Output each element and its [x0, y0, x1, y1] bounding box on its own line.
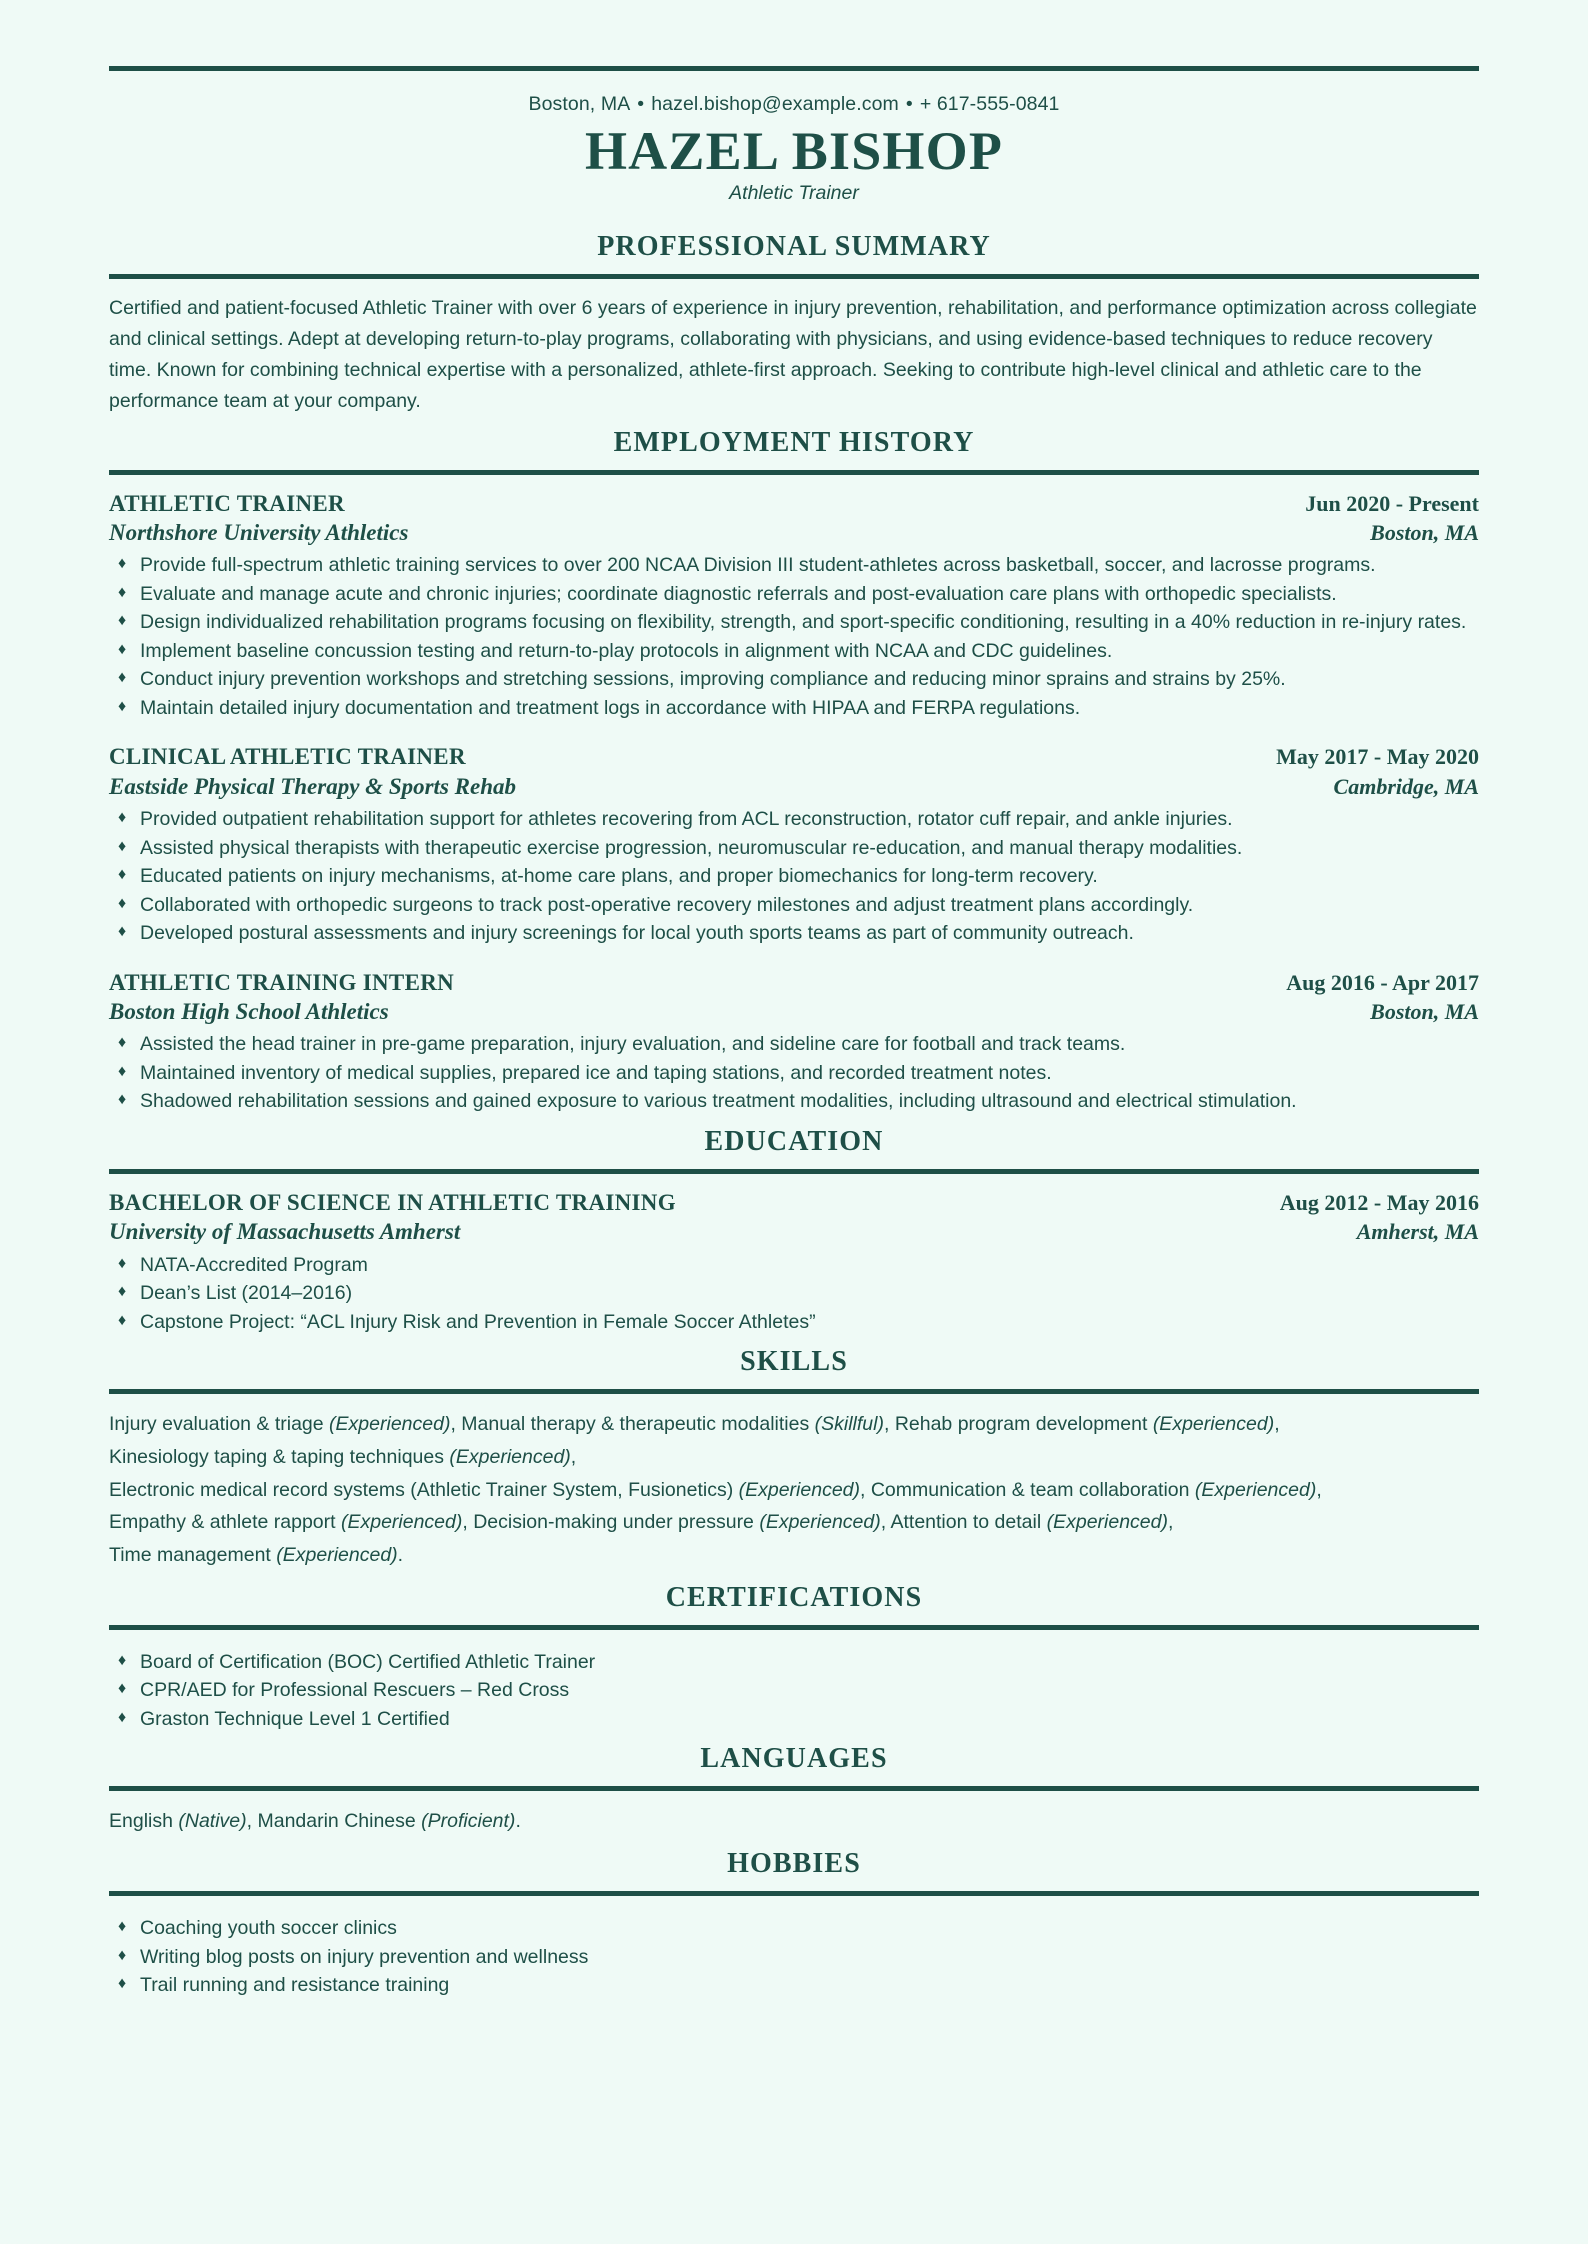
diamond-bullet-icon: ♦ — [118, 669, 127, 687]
section-body-education — [109, 1174, 1479, 1336]
diamond-bullet-icon: ♦ — [118, 1708, 127, 1726]
skill-level: (Experienced) — [738, 1478, 860, 1501]
language-level: (Proficient) — [421, 1810, 516, 1833]
education-entry-org-row — [109, 1217, 1479, 1246]
candidate-name: HAZEL BISHOP — [584, 121, 1004, 181]
job-entry-bullet-text: Provide full-spectrum athletic training services to over 200 NCAA Division III student-athletes across basketball, soccer, and lacrosse programs. — [140, 554, 1376, 577]
section-title-hobbies: HOBBIES — [727, 1848, 861, 1880]
hobby-item — [109, 1972, 1479, 1999]
section-title-languages: LANGUAGES — [700, 1743, 888, 1775]
section-body-hobbies — [109, 1896, 1479, 1999]
contact-email[interactable]: hazel.bishop@example.com — [651, 93, 899, 115]
job-entry-date: Aug 2016 - Apr 2017 — [1286, 969, 1479, 995]
skill-level: (Experienced) — [340, 1511, 463, 1534]
job-entry-bullet-text: Conduct injury prevention workshops and stretching sessions, improving compliance and reducing minor sprains and strains by 25%. — [140, 668, 1286, 691]
job-entry-organization: Boston High School Athletics — [109, 999, 389, 1025]
job-entry-date: Jun 2020 - Present — [1305, 490, 1479, 516]
job-entry-bullet-item — [109, 806, 1479, 833]
education-entry-date: Aug 2012 - May 2016 — [1279, 1189, 1479, 1215]
diamond-bullet-icon: ♦ — [118, 583, 127, 601]
job-entry-bullet-item — [109, 1060, 1479, 1087]
education-entry-title: BACHELOR OF SCIENCE IN ATHLETIC TRAINING — [109, 1189, 676, 1215]
diamond-bullet-icon: ♦ — [118, 1975, 127, 1993]
section-body-languages — [109, 1791, 1479, 1838]
diamond-bullet-icon: ♦ — [118, 1283, 127, 1301]
job-entry-title: ATHLETIC TRAINER — [109, 490, 345, 516]
job-entry-title-row — [109, 968, 1479, 997]
section-body-summary — [109, 279, 1479, 416]
job-entry-bullet-text: Maintain detailed injury documentation and treatment logs in accordance with HIPAA and FERPA regulations. — [140, 696, 1081, 719]
skill-name: , — [570, 1445, 577, 1468]
education-entry-organization: University of Massachusetts Amherst — [109, 1219, 461, 1245]
job-entry-organization: Eastside Physical Therapy & Sports Rehab — [109, 773, 516, 799]
diamond-bullet-icon: ♦ — [118, 1091, 127, 1109]
job-entry — [109, 968, 1479, 1116]
candidate-role: Athletic Trainer — [729, 182, 859, 205]
section-body-employment — [109, 475, 1479, 1116]
diamond-bullet-icon: ♦ — [118, 1062, 127, 1080]
education-entry-bullet-text: NATA-Accredited Program — [140, 1253, 368, 1276]
job-entry-org-row — [109, 518, 1479, 547]
job-entry-bullet-text: Provided outpatient rehabilitation support for athletes recovering from ACL reconstruction, rotator cuff repair, and ankle injuries. — [140, 808, 1233, 831]
skill-name: , Decision-making under pressure — [462, 1511, 760, 1534]
job-entry-organization: Northshore University Athletics — [109, 519, 409, 545]
job-entry-title-row — [109, 489, 1479, 518]
hobby-text: Writing blog posts on injury prevention and wellness — [140, 1945, 589, 1968]
skill-name: Kinesiology taping & taping techniques — [109, 1445, 450, 1468]
diamond-bullet-icon: ♦ — [118, 837, 127, 855]
section-professional-summary — [109, 231, 1479, 416]
job-entry-bullet-text: Assisted physical therapists with therapeutic exercise progression, neuromuscular re-education, and manual therapy modalities. — [140, 836, 1243, 859]
diamond-bullet-icon: ♦ — [118, 555, 127, 573]
section-body-certifications — [109, 1630, 1479, 1733]
contact-phone[interactable]: + 617-555-0841 — [919, 93, 1060, 115]
language-name: , Mandarin Chinese — [246, 1810, 422, 1833]
certification-item — [109, 1706, 1479, 1733]
skill-level: (Experienced) — [329, 1413, 451, 1436]
section-title-certifications: CERTIFICATIONS — [665, 1581, 923, 1613]
section-skills — [109, 1346, 1479, 1572]
diamond-bullet-icon: ♦ — [118, 923, 127, 941]
diamond-bullet-icon: ♦ — [118, 1651, 127, 1669]
section-title-summary: PROFESSIONAL SUMMARY — [597, 231, 991, 263]
job-entry-org-row — [109, 772, 1479, 801]
hobby-text: Coaching youth soccer clinics — [140, 1917, 397, 1940]
job-entry — [109, 742, 1479, 947]
contact-location: Boston, MA — [528, 93, 631, 115]
skill-name: , Communication & team collaboration — [860, 1478, 1195, 1501]
certification-item — [109, 1677, 1479, 1704]
diamond-bullet-icon: ♦ — [118, 866, 127, 884]
job-entry-bullet-item — [109, 1031, 1479, 1058]
certification-list — [109, 1649, 1479, 1733]
certification-item — [109, 1649, 1479, 1676]
diamond-bullet-icon: ♦ — [118, 1918, 127, 1936]
header-top-rule — [109, 66, 1479, 71]
diamond-bullet-icon: ♦ — [118, 809, 127, 827]
education-entry-bullet-text: Capstone Project: “ACL Injury Risk and Prevention in Female Soccer Athletes” — [140, 1310, 816, 1333]
summary-text: Certified and patient-focused Athletic Trainer with over 6 years of experience in injury prevention, rehabilitation, and performance optimization across collegiate and clinical settings. Adept at developing return-to-play programs, collaborating with physicians, and using evidence-based techniques to reduce recovery time. Known for combining technical expertise with a personalized, athlete-first approach. Seeking to contribute high-level clinical and athletic care to the performance team at your company. — [109, 297, 1477, 412]
job-entry-location: Boston, MA — [1370, 999, 1479, 1025]
skill-level: (Experienced) — [1152, 1413, 1275, 1436]
job-entry-location: Cambridge, MA — [1333, 773, 1479, 799]
certification-text: Board of Certification (BOC) Certified Athletic Trainer — [140, 1650, 596, 1673]
language-name: English — [109, 1810, 179, 1833]
education-entry-title-row — [109, 1188, 1479, 1217]
certification-text: Graston Technique Level 1 Certified — [140, 1707, 450, 1730]
skill-line — [109, 1506, 1479, 1539]
certification-text: CPR/AED for Professional Rescuers – Red Cross — [140, 1679, 570, 1702]
section-employment-history — [109, 427, 1479, 1116]
hobby-text: Trail running and resistance training — [140, 1974, 450, 1997]
diamond-bullet-icon: ♦ — [118, 1311, 127, 1329]
skill-name: Time management — [109, 1544, 277, 1567]
section-title-education: EDUCATION — [704, 1125, 884, 1157]
contact-line — [109, 93, 1479, 116]
job-entry-bullet-item — [109, 863, 1479, 890]
section-certifications — [109, 1582, 1479, 1733]
skill-name: , — [1316, 1478, 1322, 1501]
section-languages — [109, 1743, 1479, 1838]
job-entry-bullet-item — [109, 609, 1479, 636]
job-entry-bullet-text: Assisted the head trainer in pre-game preparation, injury evaluation, and sideline care for football and track teams. — [140, 1033, 1126, 1056]
language-line — [109, 1805, 1479, 1838]
job-entry-bullet-item — [109, 892, 1479, 919]
job-entry-bullet-text: Educated patients on injury mechanisms, at-home care plans, and proper biomechanics for long-term recovery. — [140, 865, 1098, 888]
skill-name: Electronic medical record systems (Athletic Trainer System, Fusionetics) — [109, 1478, 739, 1501]
education-entry-bullet-item — [109, 1280, 1479, 1307]
diamond-bullet-icon: ♦ — [118, 640, 127, 658]
skill-name: , — [1274, 1413, 1280, 1436]
skill-name: , Attention to detail — [880, 1511, 1047, 1534]
skill-line — [109, 1539, 1479, 1572]
education-entry-bullet-item — [109, 1252, 1479, 1279]
skill-line — [109, 1441, 1479, 1474]
section-body-skills — [109, 1394, 1479, 1572]
education-entry — [109, 1188, 1479, 1336]
hobby-item — [109, 1944, 1479, 1971]
skill-name: , — [1167, 1511, 1174, 1534]
language-level: (Native) — [178, 1810, 247, 1833]
job-entry-bullet-text: Maintained inventory of medical supplies, prepared ice and taping stations, and recorded treatment notes. — [140, 1061, 1052, 1084]
job-entry-bullet-item — [109, 695, 1479, 722]
job-entry-title: CLINICAL ATHLETIC TRAINER — [109, 744, 466, 770]
skill-level: (Experienced) — [449, 1445, 571, 1468]
contact-separator-1: • — [637, 93, 645, 115]
job-entry-title-row — [109, 742, 1479, 771]
job-entry-bullet-item — [109, 581, 1479, 608]
job-entry-org-row — [109, 997, 1479, 1026]
skill-line — [109, 1474, 1479, 1507]
skill-level: (Experienced) — [1194, 1478, 1317, 1501]
skill-level: (Experienced) — [759, 1511, 881, 1534]
job-entry-title: ATHLETIC TRAINING INTERN — [109, 969, 455, 995]
section-title-employment: EMPLOYMENT HISTORY — [613, 426, 975, 458]
job-entry-bullet-item — [109, 552, 1479, 579]
skill-name: Empathy & athlete rapport — [109, 1511, 341, 1534]
skill-name: . — [397, 1544, 404, 1567]
skill-line — [109, 1408, 1479, 1441]
diamond-bullet-icon: ♦ — [118, 1946, 127, 1964]
job-entry-location: Boston, MA — [1370, 519, 1479, 545]
education-entry-bullet-list — [109, 1252, 1479, 1336]
skill-level: (Experienced) — [1046, 1511, 1168, 1534]
education-entry-location: Amherst, MA — [1356, 1219, 1479, 1245]
section-education — [109, 1126, 1479, 1336]
job-entry-bullet-item — [109, 666, 1479, 693]
section-hobbies — [109, 1848, 1479, 1999]
hobby-list — [109, 1915, 1479, 1999]
job-entry-bullet-list — [109, 806, 1479, 947]
diamond-bullet-icon: ♦ — [118, 697, 127, 715]
skill-level: (Skillful) — [814, 1413, 884, 1436]
job-entry-bullet-text: Shadowed rehabilitation sessions and gained exposure to various treatment modalities, including ultrasound and electrical stimulation. — [140, 1090, 1297, 1113]
education-entry-bullet-item — [109, 1309, 1479, 1336]
diamond-bullet-icon: ♦ — [118, 612, 127, 630]
section-title-skills: SKILLS — [740, 1346, 848, 1378]
skill-level: (Experienced) — [276, 1544, 398, 1567]
job-entry-bullet-list — [109, 1031, 1479, 1115]
skill-name: , Manual therapy & therapeutic modalities — [450, 1413, 815, 1436]
resume-content — [109, 0, 1479, 2000]
job-entry-bullet-item — [109, 638, 1479, 665]
skill-name: , Rehab program development — [883, 1413, 1153, 1436]
diamond-bullet-icon: ♦ — [118, 1034, 127, 1052]
job-entry-bullet-list — [109, 552, 1479, 722]
contact-separator-2: • — [905, 93, 913, 115]
job-entry-bullet-item — [109, 1088, 1479, 1115]
job-entry-bullet-text: Evaluate and manage acute and chronic injuries; coordinate diagnostic referrals and post-evaluation care plans with orthopedic specialists. — [140, 582, 1337, 605]
job-entry-bullet-text: Collaborated with orthopedic surgeons to track post-operative recovery milestones and adjust treatment plans accordingly. — [140, 893, 1194, 916]
job-entry — [109, 489, 1479, 723]
education-entry-bullet-text: Dean’s List (2014–2016) — [140, 1282, 353, 1305]
job-entry-bullet-text: Implement baseline concussion testing and return-to-play protocols in alignment with NCAA and CDC guidelines. — [140, 639, 1113, 662]
job-entry-date: May 2017 - May 2020 — [1276, 744, 1479, 770]
diamond-bullet-icon: ♦ — [118, 894, 127, 912]
diamond-bullet-icon: ♦ — [118, 1680, 127, 1698]
skill-name: Injury evaluation & triage — [109, 1413, 330, 1436]
job-entry-bullet-item — [109, 835, 1479, 862]
job-entry-bullet-text: Developed postural assessments and injury screenings for local youth sports teams as part of community outreach. — [140, 922, 1134, 945]
job-entry-bullet-text: Design individualized rehabilitation programs focusing on flexibility, strength, and sport-specific conditioning, resulting in a 40% reduction in re-injury rates. — [140, 611, 1467, 634]
hobby-item — [109, 1915, 1479, 1942]
diamond-bullet-icon: ♦ — [118, 1254, 127, 1272]
language-name: . — [515, 1810, 521, 1833]
job-entry-bullet-item — [109, 920, 1479, 947]
